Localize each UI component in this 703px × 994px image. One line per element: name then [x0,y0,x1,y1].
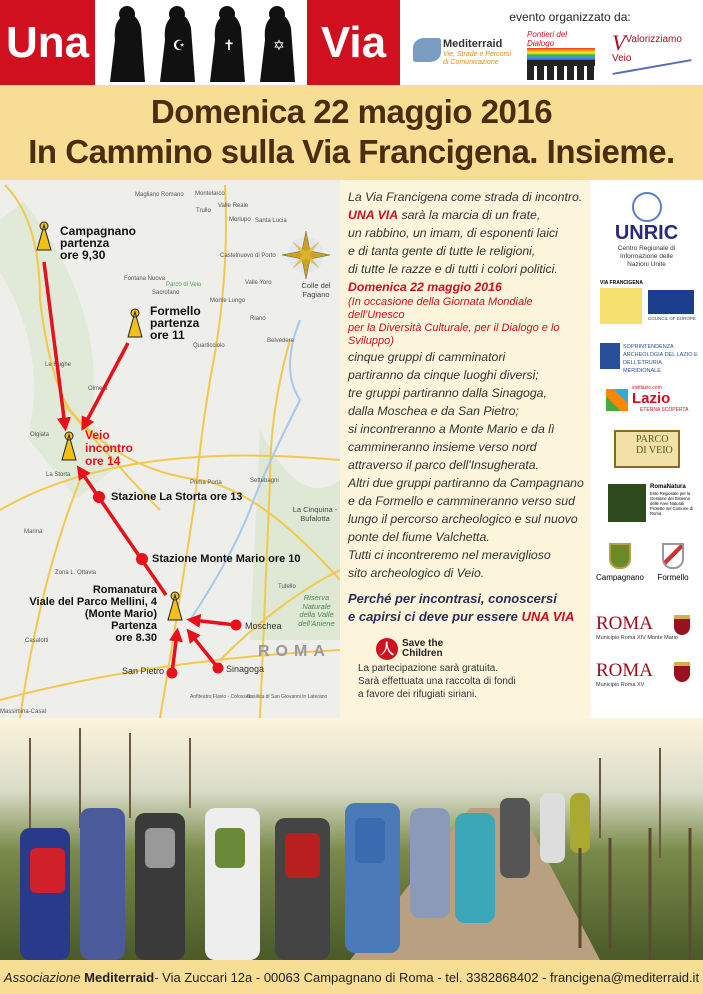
roma-municipio-xv-logo [596,660,696,688]
intro-line: di tutte le razze e di tutti i colori politici. [348,262,558,276]
place-label: Anfiteatro Flavio - Colosseo [190,694,252,700]
sponsor-logos [590,180,703,718]
la-storta-label: Stazione La Storta ore 13 [111,491,243,503]
moschea-dot [231,620,242,631]
francigena-label: VIA FRANCIGENA [600,280,643,286]
roma-name: ROMA [596,660,654,681]
pontieri-logo [527,30,595,75]
mediterraid-sub: Vie, Strade e Percorsi di Comunicazione [443,51,511,66]
walkers-photo [0,718,703,960]
lazio-sub: ETERNA SCOPERTA [640,407,689,413]
svg-text:☪: ☪ [172,37,186,53]
organized-by-label: evento organizzato da: [509,10,631,24]
place-label: Valle Yoro [245,280,272,286]
place-label: Castelnuovo di Porto [220,253,276,259]
place-label: Casalotti [25,638,49,644]
romanatura-name: RomaNatura [650,484,686,490]
body-line: partiranno da cinque luoghi diversi; [348,368,539,382]
place-label: Marina [24,529,43,535]
svg-text:✝: ✝ [223,37,235,53]
pontieri-name: Pontieri del Dialogo [527,30,568,48]
body-line: ponte del fiume Valchetta. [348,530,490,544]
crest-icon [609,543,631,569]
san-pietro-dot [167,668,178,679]
place-label: Tufello [278,584,296,590]
pilgrim-figures-logo [95,0,307,85]
place-label: Morlupo [229,217,251,223]
body-line: sito archeologico di Veio. [348,566,485,580]
roma-map-label: ROMA [258,643,331,660]
roma-municipio-label: Municipio Roma XIV Monte Mario [596,635,678,641]
footer-contact-details: - Via Zuccari 12a - 00063 Campagnano di Roma - tel. 3382868402 - francigena@mediterraid.it [154,969,700,985]
header [0,0,703,85]
place-label: Riano [250,316,266,322]
body-line: dalla Moschea e da San Pietro; [348,404,519,418]
unric-sub: Centro Regionale di Informazione delle Nazioni Unite [617,245,676,268]
footer-org-name: Mediterraid [84,969,155,985]
save-the-children-name: Save the Children [402,638,444,659]
place-label: Basilica di San Giovanni in Laterano [247,694,328,700]
place-label: Colle del Fagiano [301,281,331,299]
motto-line [348,608,590,626]
description-text [340,180,590,718]
motto-text: e capirsi ci deve pur essere [348,609,522,624]
occasion-note: per la Diversità Culturale, per il Dialogo e lo Sviluppo) [348,322,560,347]
valorizziamo-name: Valorizziamo Veio [612,34,682,64]
title-banner [0,85,703,180]
place-label: La Storta [46,472,71,478]
body-line: e da Formello e cammineranno verso sud [348,494,575,508]
note-line: La partecipazione sarà gratuita. [358,663,499,674]
event-date-title: Domenica 22 maggio 2016 [150,93,553,130]
monte-mario-dot [136,553,148,565]
intro-line [348,206,590,224]
romanatura-sub: Ente Regionale per la Gestione del Sistema delle Aree Naturali Protette nel Comune di Roma [650,491,693,516]
place-label: La Cinquina - Bufalotta [292,505,338,523]
place-label: Riserva Naturale della Valle dell'Aniene [298,593,335,628]
unric-name: UNRIC [614,222,679,244]
place-label: Sacrofano [152,290,180,296]
formello-label: Formello partenza ore 11 [150,304,201,342]
roma-municipio-label: Municipio Roma XV [596,682,645,688]
place-label: Olgiata [30,432,50,438]
place-label: Trullo [196,208,211,214]
roma-municipio-xiv-logo [596,613,696,641]
place-label: Zona L. Ottavia [55,570,97,576]
veio-label: Veio incontro ore 14 [85,428,133,468]
crest-icon [662,543,684,569]
body-line: tre gruppi partiranno dalla Sinagoga, [348,386,547,400]
lazio-url: visitlazio.com [632,385,662,391]
via-title: Via [307,0,400,85]
place-label: Massimina-Casal [0,709,47,715]
campagnano-crest-label: Campagnano [595,573,645,582]
body-line: si incontreranno a Monte Mario e da lì [348,422,555,436]
intro-line: e di tanta gente di tutte le religioni, [348,244,536,258]
body-text [348,348,590,582]
note-line: Sarà effettuata una raccolta di fondi [358,676,516,687]
moschea-label: Moschea [245,621,282,631]
place-label: Santa Lucia [255,218,287,224]
body-line: cammineranno insieme verso nord [348,440,537,454]
place-label: Olmeta [88,386,108,392]
lazio-logo [606,385,696,415]
pegasus-icon [413,38,441,62]
place-label: Prima Porta [190,480,222,486]
campagnano-label: Campagnano partenza ore 9,30 [60,224,137,262]
intro-line: un rabbino, un imam, di esponenti laici [348,226,558,240]
svg-text:✡: ✡ [273,37,285,53]
place-label: Le Rughe [45,362,72,368]
place-label: Belvedere [267,338,295,344]
lazio-name: Lazio [632,390,671,407]
save-the-children-icon: 人 [376,638,398,660]
roma-name: ROMA [596,613,654,634]
body-line: cinque gruppi di camminatori [348,350,506,364]
save-the-children-logo [376,638,590,660]
footer-contact [0,960,703,994]
place-label: Fontana Nuova [124,276,166,282]
place-label: Quarticciolo [193,343,225,349]
participation-note [358,662,590,701]
sinagoga-dot [213,663,224,674]
campagnano-crest [595,543,645,582]
body-line: attraverso il parco dell'Insugherata. [348,458,540,472]
intro-line: La Via Francigena come strada di incontro. [348,190,583,204]
coe-label: COUNCIL OF EUROPE [648,316,696,321]
place-label: Magliano Romano [135,192,184,198]
parco-veio-logo: PARCO DI VEIO [614,430,680,468]
event-subtitle: In Cammino sulla Via Francigena. Insieme. [28,133,675,170]
place-label: Parco di Veio [166,282,202,288]
formello-crest-label: Formello [657,573,689,582]
una-title: Una [0,0,95,85]
roma-crest-icon [674,662,690,682]
romanatura-logo [608,484,700,526]
place-label: Montelarco [195,191,225,197]
motto-line: Perché per incontrasi, conoscersi [348,591,557,606]
intro-text: sarà la marcia di un frate, [398,208,541,222]
event-date: Domenica 22 maggio 2016 [348,280,502,294]
occasion-note: (In occasione della Giornata Mondiale dell'Unesco [348,296,533,321]
soprintendenza-name: SOPRINTENDENZA ARCHEOLOGIA DEL LAZIO E DELL'ETRURIA MERIDIONALE [623,344,698,374]
la-storta-dot [93,491,105,503]
una-via-highlight: UNA VIA [348,208,399,222]
mediterraid-logo [413,30,513,75]
place-label: Valle Reale [218,203,249,209]
unric-logo [590,192,703,269]
soprintendenza-logo [600,343,700,375]
place-label: Monte Lungo [210,298,246,304]
route-map [0,180,340,718]
romanatura-label: Romanatura Viale del Parco Mellini, 4 (Monte Mario) Partenza ore 8.30 [29,584,157,644]
sinagoga-label: Sinagoga [226,664,265,674]
body-line: Altri due gruppi partiranno da Campagnano [348,476,584,490]
monte-mario-label: Stazione Monte Mario ore 10 [152,553,301,565]
body-line: lungo il percorso archeologico e sul nuovo [348,512,578,526]
una-via-highlight: UNA VIA [521,609,575,624]
un-emblem-icon [632,192,662,222]
footer-assoc: Associazione [3,969,81,985]
note-line: a favore dei rifugiati siriani. [358,689,477,700]
formello-crest [648,543,698,582]
roma-crest-icon [674,615,690,635]
valorizziamo-veio-logo: $V^{Valorizziamo Veio}$ [612,30,692,75]
san-pietro-label: San Pietro [122,666,165,676]
body-line: Tutti ci incontreremo nel meraviglioso [348,548,551,562]
place-label: Settebagni [250,478,279,484]
via-francigena-coe-logo [600,280,696,328]
mediterraid-name: Mediterraid [443,38,503,50]
